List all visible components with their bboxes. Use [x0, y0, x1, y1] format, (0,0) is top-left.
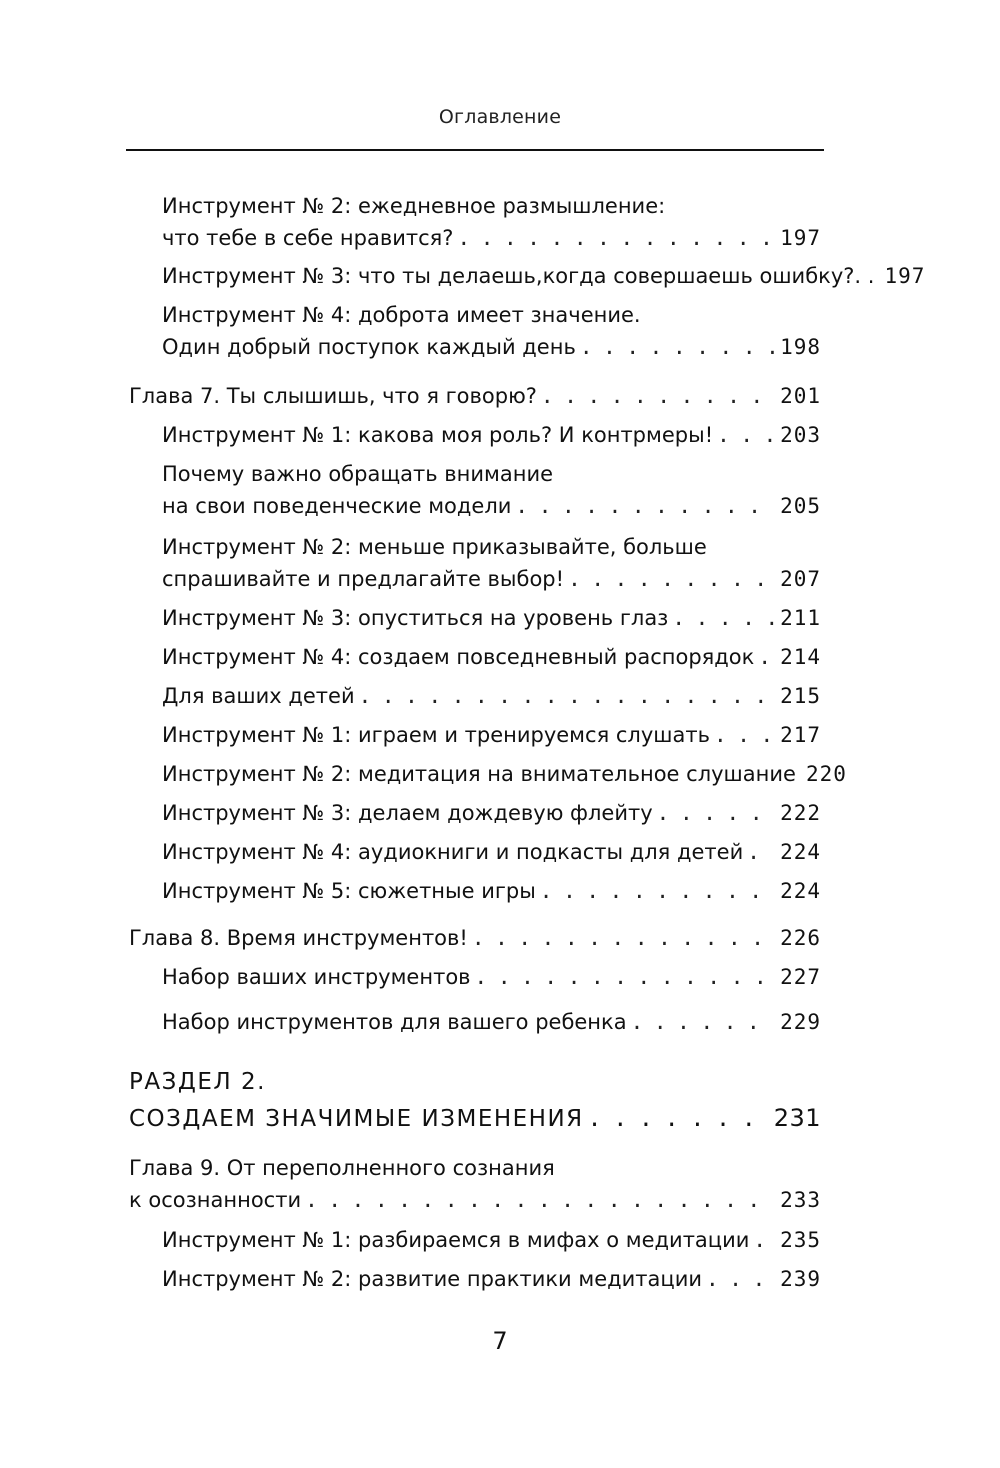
- dot-leader: [541, 380, 774, 412]
- toc-page-number: 231: [773, 1104, 821, 1132]
- toc-subentry[interactable]: [162, 419, 821, 451]
- toc-entry-title-line: Инструмент № 2: меньше приказывайте, больше: [162, 535, 707, 559]
- toc-entry-title-line: Почему важно обращать внимание: [162, 462, 554, 486]
- toc-entry-line: [162, 836, 821, 868]
- toc-entry-line: [162, 719, 821, 751]
- toc-page-number: 239: [780, 1267, 821, 1291]
- toc-entry-title-line: РАЗДЕЛ 2.: [129, 1069, 266, 1095]
- toc-entry-title: Глава 8. Время инструментов!: [129, 926, 468, 950]
- toc-page-number: 227: [780, 965, 821, 989]
- dot-leader: [359, 680, 774, 712]
- toc-page-number: 226: [780, 926, 821, 950]
- toc-page-number: 197: [780, 226, 821, 250]
- toc-entry-title: Инструмент № 1: играем и тренируемся слушать: [162, 723, 710, 747]
- toc-entry-line: [162, 961, 821, 993]
- dot-leader: [472, 922, 774, 954]
- toc-entry-title: Инструмент № 3: что ты делаешь,когда совершаешь ошибку?. .: [162, 264, 875, 288]
- toc-entry-line: [129, 1100, 821, 1137]
- page-number: 7: [492, 1327, 508, 1355]
- toc-entry-line: [129, 380, 821, 412]
- toc-page-number: 224: [780, 840, 821, 864]
- running-head: Оглавление: [438, 106, 562, 128]
- toc-page-number: 211: [780, 606, 821, 630]
- dot-leader: [717, 419, 774, 451]
- toc-entry-title: Инструмент № 1: какова моя роль? И контрмеры!: [162, 423, 714, 447]
- toc-entry-title: к осознанности: [129, 1188, 302, 1212]
- toc-entry-line: [162, 1224, 821, 1256]
- dot-leader: [753, 1224, 774, 1256]
- toc-page-number: 224: [780, 879, 821, 903]
- toc-entry-line: [162, 563, 821, 595]
- toc-page-number: 235: [780, 1228, 821, 1252]
- toc-entry-title: Набор ваших инструментов: [162, 965, 471, 989]
- dot-leader: [747, 836, 774, 868]
- toc-entry-title: Инструмент № 3: делаем дождевую флейту: [162, 801, 653, 825]
- toc-entry-line: [162, 222, 821, 254]
- toc-page-number: 220: [805, 762, 847, 786]
- dot-leader: [631, 1006, 774, 1038]
- dot-leader: [714, 719, 774, 751]
- toc-entry-title-line: Глава 9. От переполненного сознания: [129, 1156, 555, 1180]
- header-rule: [126, 149, 824, 151]
- dot-leader: [515, 490, 774, 522]
- toc-page-number: 222: [780, 801, 821, 825]
- dot-leader: [706, 1263, 774, 1295]
- toc-section-entry[interactable]: [129, 1064, 821, 1137]
- toc-entry-line: [129, 922, 821, 954]
- toc-page-number: 233: [780, 1188, 821, 1212]
- toc-entry-title: Набор инструментов для вашего ребенка: [162, 1010, 627, 1034]
- toc-subentry[interactable]: [162, 190, 821, 254]
- toc-chapter-entry[interactable]: [129, 1152, 821, 1216]
- toc-chapter-entry[interactable]: [129, 380, 821, 412]
- toc-entry-line: [162, 641, 821, 673]
- toc-entry-line: [162, 1263, 821, 1295]
- toc-entry-title: СОЗДАЕМ ЗНАЧИМЫЕ ИЗМЕНЕНИЯ: [129, 1106, 584, 1132]
- toc-subentry[interactable]: [162, 875, 821, 907]
- toc-entry-line: [162, 419, 821, 451]
- toc-subentry[interactable]: [162, 758, 847, 790]
- toc-entry-title: что тебе в себе нравится?: [162, 226, 454, 250]
- toc-entry-title-line: Инструмент № 2: ежедневное размышление:: [162, 194, 666, 218]
- toc-entry-title: Инструмент № 2: медитация на внимательное слушание: [162, 762, 796, 786]
- toc-page-number: 198: [780, 335, 821, 359]
- toc-subentry[interactable]: [162, 680, 821, 712]
- dot-leader: [758, 641, 774, 673]
- toc-entry-line: [162, 602, 821, 634]
- toc-entry-title: Инструмент № 4: аудиокниги и подкасты для детей: [162, 840, 744, 864]
- toc-entry-line: [162, 1006, 821, 1038]
- toc-subentry[interactable]: [162, 719, 821, 751]
- dot-leader: [672, 602, 774, 634]
- toc-entry-line: [162, 490, 821, 522]
- toc-entry-line: [129, 1184, 821, 1216]
- toc-subentry[interactable]: [162, 531, 821, 595]
- toc-entry-line: [162, 331, 821, 363]
- toc-entry-title: Инструмент № 3: опуститься на уровень глаз: [162, 606, 669, 630]
- toc-subentry[interactable]: [162, 1263, 821, 1295]
- toc-subentry[interactable]: [162, 961, 821, 993]
- toc-subentry[interactable]: [162, 836, 821, 868]
- toc-entry-line: [162, 797, 821, 829]
- toc-page-number: 197: [884, 264, 926, 288]
- toc-entry-title-line: Инструмент № 4: доброта имеет значение.: [162, 303, 641, 327]
- toc-subentry[interactable]: [162, 1006, 821, 1038]
- toc-chapter-entry[interactable]: [129, 922, 821, 954]
- dot-leader: [305, 1184, 774, 1216]
- toc-subentry[interactable]: [162, 1224, 821, 1256]
- toc-entry-title: спрашивайте и предлагайте выбор!: [162, 567, 565, 591]
- toc-entry-line: [162, 680, 821, 712]
- toc-page-number: 203: [780, 423, 821, 447]
- toc-entry-title: Глава 7. Ты слышишь, что я говорю?: [129, 384, 537, 408]
- toc-page-number: 217: [780, 723, 821, 747]
- dot-leader: [657, 797, 774, 829]
- toc-entry-title: Для ваших детей: [162, 684, 355, 708]
- toc-page-number: 214: [780, 645, 821, 669]
- toc-entry-title: Один добрый поступок каждый день: [162, 335, 576, 359]
- toc-entry-title: Инструмент № 1: разбираемся в мифах о медитации: [162, 1228, 750, 1252]
- dot-leader: [475, 961, 775, 993]
- toc-subentry[interactable]: [162, 260, 926, 292]
- toc-page-number: 215: [780, 684, 821, 708]
- toc-subentry[interactable]: [162, 299, 821, 363]
- dot-leader: [588, 1101, 768, 1137]
- toc-page-number: 201: [780, 384, 821, 408]
- toc-entry-title: Инструмент № 5: сюжетные игры: [162, 879, 536, 903]
- toc-entry-line: [162, 260, 926, 292]
- toc-entry-line: [162, 875, 821, 907]
- dot-leader: [540, 875, 774, 907]
- toc-entry-title: на свои поведенческие модели: [162, 494, 512, 518]
- toc-entry-line: [162, 758, 847, 790]
- toc-subentry[interactable]: [162, 797, 821, 829]
- dot-leader: [457, 222, 774, 254]
- toc-page-number: 205: [780, 494, 821, 518]
- dot-leader: [580, 331, 774, 363]
- toc-entry-title: Инструмент № 4: создаем повседневный распорядок: [162, 645, 755, 669]
- toc-page-number: 207: [780, 567, 821, 591]
- toc-subentry[interactable]: [162, 458, 821, 522]
- toc-page-number: 229: [780, 1010, 821, 1034]
- toc-entry-title: Инструмент № 2: развитие практики медитации: [162, 1267, 702, 1291]
- toc-subentry[interactable]: [162, 602, 821, 634]
- dot-leader: [568, 563, 774, 595]
- toc-subentry[interactable]: [162, 641, 821, 673]
